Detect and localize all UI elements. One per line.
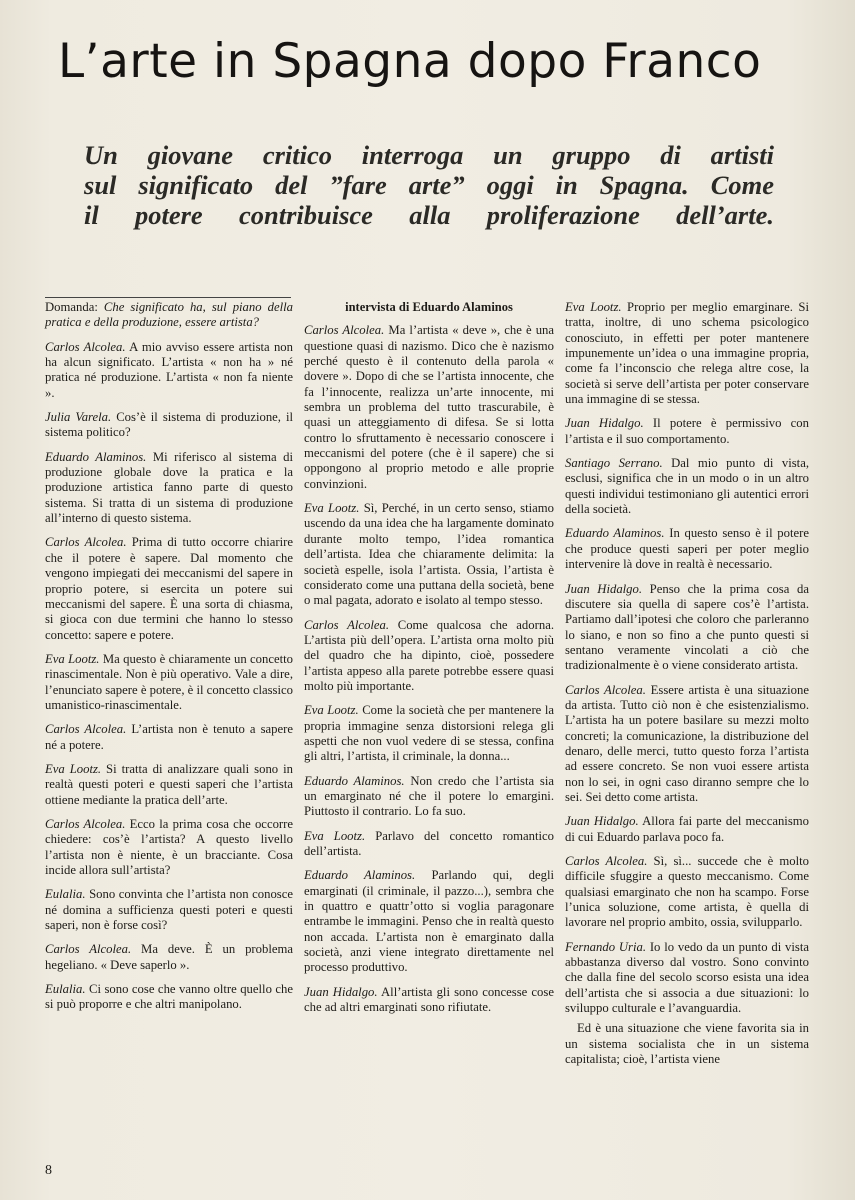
paragraph xyxy=(45,982,293,1013)
paragraph-text: Mi riferisco al sistema di produzione globale dove la pratica e la produzione artistica fanno parte di questo sistema. Si tratta di un sistema di produzione all’interno di questo sistema. xyxy=(45,449,293,526)
paragraph xyxy=(565,683,809,806)
speaker-name: Eva Lootz. xyxy=(565,300,622,314)
paragraph xyxy=(304,868,554,975)
text-column-1 xyxy=(45,300,293,1022)
paragraph xyxy=(304,618,554,695)
paragraph-text: Ma l’artista « deve », che è una questione quasi di nazismo. Dico che è nazismo perché questo è il contenuto della parola « dovere ». Dopo di che se l’artista innocente, che fa l’innocente, realizza un’arte innocente, mi sembra un problema del tutto trascurabile, è quasi un atteggiamento di difesa. Se si lotta contro lo sfruttamento è necessario conoscere i meccanismi del potere (che è il sapere) che si oppongono al proprio metodo e alle proprie convinzioni. xyxy=(304,323,555,491)
paragraph xyxy=(565,814,809,845)
speaker-name: Carlos Alcolea. xyxy=(45,535,127,550)
paragraph-text: Dal mio punto di vista, esclusi, significa che in un modo o in un altro questi individui testimoniano gli autentici errori della società. xyxy=(565,456,810,517)
speaker-name: Julia Varela. xyxy=(45,410,112,425)
speaker-name: Eduardo Alaminos. xyxy=(304,773,405,788)
paragraph-text: In questo senso è il potere che produce questi saperi per poter meglio intervenire là dove in realtà è necessario. xyxy=(565,526,809,572)
subtitle-line: sul significato del ”fare arte” oggi in Spagna. Come xyxy=(84,170,774,200)
paragraph xyxy=(565,582,809,674)
paragraph xyxy=(565,416,809,447)
column-divider-rule xyxy=(45,297,291,298)
question-text: Che significato ha, sul piano della pratica e della produzione, essere artista? xyxy=(45,300,293,330)
speaker-name: Carlos Alcolea. xyxy=(565,682,646,697)
speaker-name: Carlos Alcolea. xyxy=(45,722,127,737)
paragraph xyxy=(565,456,809,517)
paragraph xyxy=(565,526,809,572)
subtitle-line: Un giovane critico interroga un gruppo di artisti xyxy=(84,140,774,170)
paragraph xyxy=(45,410,293,441)
speaker-name: Carlos Alcolea. xyxy=(45,816,126,831)
paragraph xyxy=(45,450,293,527)
paragraph xyxy=(45,340,293,401)
paragraph xyxy=(565,1021,809,1067)
paragraph-text: Sì, sì... succede che è molto difficile sfuggire a questo meccanismo. Come qualsiasi emarginato che non ha scampo. Forse l’unica soluzione, come artista, è quella di lavorare nel proprio ambito, ossia, svilupparlo. xyxy=(565,854,809,930)
paragraph-text: Ecco la prima cosa che occorre chiedere: cos’è l’artista? A questo livello l’artista non è niente, è un bracciante. Cosa incide allora sull’artista? xyxy=(45,816,293,877)
paragraph-text: Ci sono cose che vanno oltre quello che si può proporre e che altri manipolano. xyxy=(45,982,294,1012)
speaker-name: Carlos Alcolea. xyxy=(304,617,389,632)
subtitle-line: il potere contribuisce alla proliferazione dell’arte. xyxy=(84,200,774,230)
paragraph xyxy=(45,762,293,808)
speaker-name: Carlos Alcolea. xyxy=(304,323,385,338)
paragraph xyxy=(304,501,554,608)
paragraph-text: Sì, Perché, in un certo senso, stiamo uscendo da una idea che ha largamente dominato durante molto tempo, l’idea romantica dell’artista. Idea che chiaramente delimita: la società espelle, isola l’artista. Ossia, l’artista è considerato come una puttana della società, bene o mal pagata, adorato e isolato al tempo stesso. xyxy=(304,501,555,608)
speaker-name: Eduardo Alaminos. xyxy=(304,868,416,883)
paragraph-text: Prima di tutto occorre chiarire che il potere è sapere. Dal momento che vengono impiegati dei meccanismi del sapere in proprio potere, si esercita un potere sui meccanismi del sapere. È una sorta di chiasma, si gioca con due termini che hanno lo stesso concetto: sapere e potere. xyxy=(45,535,293,642)
paragraph xyxy=(304,774,554,820)
paragraph xyxy=(565,854,809,931)
paragraph xyxy=(45,887,293,933)
paragraph xyxy=(304,985,554,1016)
speaker-name: Santiago Serrano. xyxy=(565,456,663,471)
paragraph-text: Ed è una situazione che viene favorita sia in un sistema socialista che in un sistema capitalista; cioè, l’artista viene xyxy=(565,1021,809,1067)
question-label: Domanda: xyxy=(45,300,98,314)
speaker-name: Eduardo Alaminos. xyxy=(45,449,147,464)
speaker-name: Fernando Uria. xyxy=(565,939,646,954)
article-title: L’arte in Spagna dopo Franco xyxy=(58,34,762,89)
speaker-name: Juan Hidalgo. xyxy=(565,581,643,596)
paragraph-text: Ma deve. È un problema hegeliano. « Deve saperlo ». xyxy=(45,942,294,972)
speaker-name: Juan Hidalgo. xyxy=(565,416,644,431)
paragraph xyxy=(45,652,293,713)
paragraph xyxy=(45,817,293,878)
paragraph xyxy=(565,940,809,1017)
paragraph-text: Allora fai parte del meccanismo di cui Eduardo parlava poco fa. xyxy=(565,814,809,844)
article-subtitle xyxy=(84,140,774,230)
speaker-name: Eva Lootz. xyxy=(304,501,360,516)
text-column-2 xyxy=(304,300,554,1024)
paragraph xyxy=(45,722,293,753)
paragraph-text: Come la società che per mantenere la propria immagine senza distorsioni relega gli aspetti che non vuol vedere di se stessa, confina gli altri, l’artista, il criminale, la donna... xyxy=(304,703,555,764)
paragraph-text: Cos’è il sistema di produzione, il sistema politico? xyxy=(45,410,294,440)
speaker-name: Eulalia. xyxy=(45,887,86,902)
paragraph-text: Proprio per meglio emarginare. Si tratta, inoltre, di uno schema psicologico conosciuto, in effetti per poter mantenere impunemente un’idea o una immagine propria, come fa l’inconscio che relega altre cose, la società si serve dell’artista per poter conservare una immagine di se stessa. xyxy=(565,300,809,407)
paragraph-text: Non credo che l’artista sia un emarginato né che il potere lo emargini. Piuttosto il contrario. Lo fa suo. xyxy=(304,773,555,819)
speaker-name: Carlos Alcolea. xyxy=(45,339,126,354)
speaker-name: Carlos Alcolea. xyxy=(45,942,132,957)
paragraph-text: Ma questo è chiaramente un concetto rinascimentale. Non è più operativo. Vale a dire, l’enunciato sapere è potere, è il concetto classico umanistico-rinascimentale. xyxy=(45,651,294,712)
speaker-name: Eva Lootz. xyxy=(304,828,366,843)
paragraph xyxy=(45,535,293,642)
paragraph-text: Il potere è permissivo con l’artista e il suo comportamento. xyxy=(565,416,809,446)
paragraph xyxy=(304,703,554,764)
paragraph xyxy=(304,323,554,492)
paragraph-text: Sono convinta che l’artista non conosce né domina a sufficienza questi poteri e questi saperi, non è forse così? xyxy=(45,887,293,933)
speaker-name: Juan Hidalgo. xyxy=(304,984,378,999)
speaker-name: Eulalia. xyxy=(45,982,86,997)
paragraph xyxy=(304,829,554,860)
paragraph-text: Si tratta di analizzare quali sono in realtà questi poteri e questi saperi che l’artista ottiene mediante la pratica dell’arte. xyxy=(45,761,293,807)
paragraph-text: Essere artista è una situazione da artista. Tutto ciò non è che esistenzialismo. L’artista ha un potere basilare su mezzi molto concreti; la comunicazione, la distribuzione del denaro, delle merci, tutto questo forza l’artista ad essere concreto. Se non vuoi essere artista non lo sei, in ogni caso diranno sempre che lo sei. Sei detto come artista. xyxy=(565,682,809,804)
paragraph-text: Io lo vedo da un punto di vista abbastanza diverso dal vostro. Sono convinto che dalla fine del secolo scorso esista una idea dell’artista che si associa a due situazioni: lo sviluppo culturale e l’avanguardia. xyxy=(565,939,809,1016)
paragraph xyxy=(45,942,293,973)
paragraph-text: Parlando qui, degli emarginati (il criminale, il pazzo...), sembra che in quattro e quattr’otto si voglia paragonare entrambe le immagini. Penso che in realtà questo non accada. L’artista non è emarginato dalla società, anzi viene integrato direttamente nel processo produttivo. xyxy=(304,868,555,975)
speaker-name: Eva Lootz. xyxy=(304,703,359,718)
page-number: 8 xyxy=(45,1163,52,1178)
paragraph xyxy=(565,300,809,407)
speaker-name: Eva Lootz. xyxy=(45,651,100,666)
paragraph-text: A mio avviso essere artista non ha alcun significato. L’artista « non ha » né pratica né produzione. L’artista « non fa niente ». xyxy=(45,339,293,400)
speaker-name: Eva Lootz. xyxy=(45,761,102,776)
speaker-name: Eduardo Alaminos. xyxy=(565,526,665,541)
paragraph-text: L’artista non è tenuto a sapere né a potere. xyxy=(45,722,294,752)
text-column-3 xyxy=(565,300,809,1076)
paragraph-text: Parlavo del concetto romantico dell’artista. xyxy=(304,828,555,858)
interview-byline: intervista di Eduardo Alaminos xyxy=(345,300,513,314)
speaker-name: Juan Hidalgo. xyxy=(565,814,639,829)
paragraph-text: All’artista gli sono concesse cose che ad altri emarginati sono rifiutate. xyxy=(304,984,554,1015)
speaker-name: Carlos Alcolea. xyxy=(565,854,648,868)
paragraph xyxy=(45,300,293,331)
paragraph-text: Penso che la prima cosa da discutere sia quella di sapere cos’è l’artista. Partiamo dall’ipotesi che coloro che parleranno lo siano, e non so fino a che punto questi si sentano veramente vincolati a ciò che tradizionalmente è o viene considerato artista. xyxy=(565,581,809,673)
paragraph-text: Come qualcosa che adorna. L’artista più dell’opera. L’artista orna molto più del quadro che ha dipinto, cioè, possedere l’artista appeso alla parete potrebbe essere quasi molto più importante. xyxy=(304,617,554,693)
